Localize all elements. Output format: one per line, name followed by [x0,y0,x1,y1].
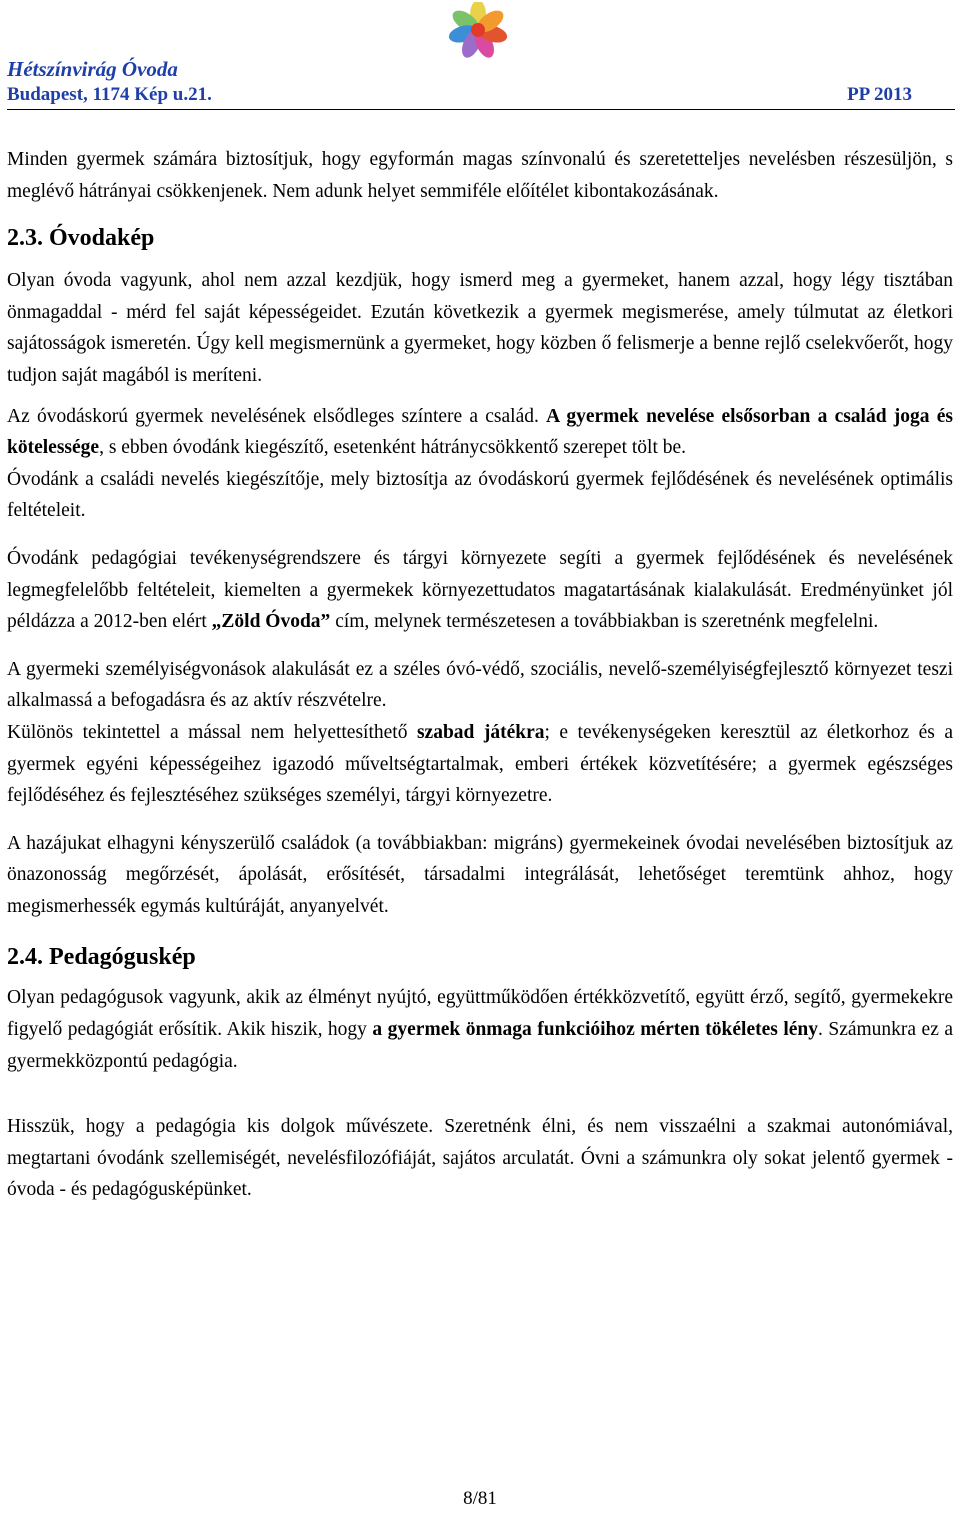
bold-text: a gyermek önmaga funkcióihoz mérten tökéletes lény [372,1019,818,1041]
paragraph: Hisszük, hogy a pedagógia kis dolgok művészete. Szeretnénk élni, és nem visszaélni a szakmai autonómiával, megtartani óvodánk szellemiségét, nevelésfilozófiáját, sajátos arculatát. Óvni a számunkra oly sokat jelentő gyermek - óvoda - és pedagógusképünket. [7,1116,953,1201]
text-run: . Számunkra ez a gyermekközpontú pedagógia. [7,1019,954,1072]
paragraph: A gyermeki személyiségvonások alakulását ez a széles óvó-védő, szociális, nevelő-személyiségfejlesztő környezet teszi alkalmassá a befogadásra és az aktív részvételre. [7,658,953,712]
text-run: Olyan pedagógusok vagyunk, akik az élményt nyújtó, együttműködően értékközvetítő, együtt érző, segítő, gyermekekre figyelő pedagógiát erősítik. Akik hiszik, hogy [7,987,953,1041]
paragraph: A hazájukat elhagyni kényszerülő családok (a továbbiakban: migráns) gyermekeinek óvodai nevelésében biztosítjuk az önazonosság megőrzését, ápolását, erősítését, társadalmi integrálását, lehetőséget teremtünk ahhoz, hogy megismerhessék egymás kultúráját, anyanyelvét. [7,832,953,917]
text-run: Óvodánk pedagógiai tevékenységrendszere és tárgyi környezete segíti a gyermek fejlődésének és nevelésének legmegfelelőbb feltételeit, kiemelten a gyermekek környezettudatos magatartásának kialakulását. Eredményünket jól példázza a 2012-ben elért [7,547,953,633]
paragraph [7,401,953,464]
bold-text: szabad játékra [416,721,545,743]
page-header [0,0,960,112]
section-heading-pedaguguskep: 2.4. Pedagóguskép [7,944,196,971]
paragraph [7,543,953,638]
document-body [7,144,953,1206]
school-address: Budapest, 1174 Kép u.21. [7,84,212,105]
text-run: , s ebben óvodánk kiegészítő, esetenként hátránycsökkentő szerepet tölt be. [99,437,687,459]
school-name: Hétszínvirág Óvoda [7,57,178,81]
text-run: Az óvodáskorú gyermek nevelésének elsődleges színtere a család. [7,405,547,427]
document-code: PP 2013 [847,84,912,105]
paragraph: Olyan óvoda vagyunk, ahol nem azzal kezdjük, hogy ismerd meg a gyermeket, hanem azzal, hogy légy tisztában önmagaddal - mérd fel saját képességeidet. Ezután következik a gyermek megismerése, amely túlmutat az életkori sajátosságok ismeretén. Úgy kell megismernünk a gyermeket, hogy közben ő felismerje a benne rejlő cselekvőerőt, hogy tudjon saját magából is meríteni. [7,270,953,386]
paragraph: Minden gyermek számára biztosítjuk, hogy egyformán magas színvonalú és szeretetteljes nevelésben részesüljön, s meglévő hátrányai csökkenjenek. Nem adunk helyet semmiféle előítélet kibontakozásának. [7,149,953,202]
paragraph [7,982,953,1077]
paragraph [7,717,953,812]
paragraph: Óvodánk a családi nevelés kiegészítője, mely biztosítja az óvodáskorú gyermek fejlődésének és nevelésének optimális feltételeit. [7,468,953,522]
text-run: cím, melynek természetesen a továbbiakban is szeretnénk megfelelni. [330,611,879,633]
text-run: Különös tekintettel a mással nem helyettesíthető [7,721,417,743]
section-heading-ovodakep: 2.3. Óvodakép [7,225,155,252]
seven-petal-flower-icon [430,2,526,62]
text-run: ; e tevékenységeken keresztül az életkorhoz és a gyermek egyéni képességeihez igazodó műveltségtartalmak, emberi értékek közvetítésére; a gyermek egészséges fejlődéséhez és fejlesztéséhez szükséges személyi, tárgyi környezetre. [7,721,954,807]
bold-text: A gyermek nevelése elsősorban a család joga és kötelessége [7,405,953,459]
header-divider [7,109,955,110]
page-number: 8/81 [463,1488,497,1509]
bold-text: „Zöld Óvoda” [211,611,331,633]
